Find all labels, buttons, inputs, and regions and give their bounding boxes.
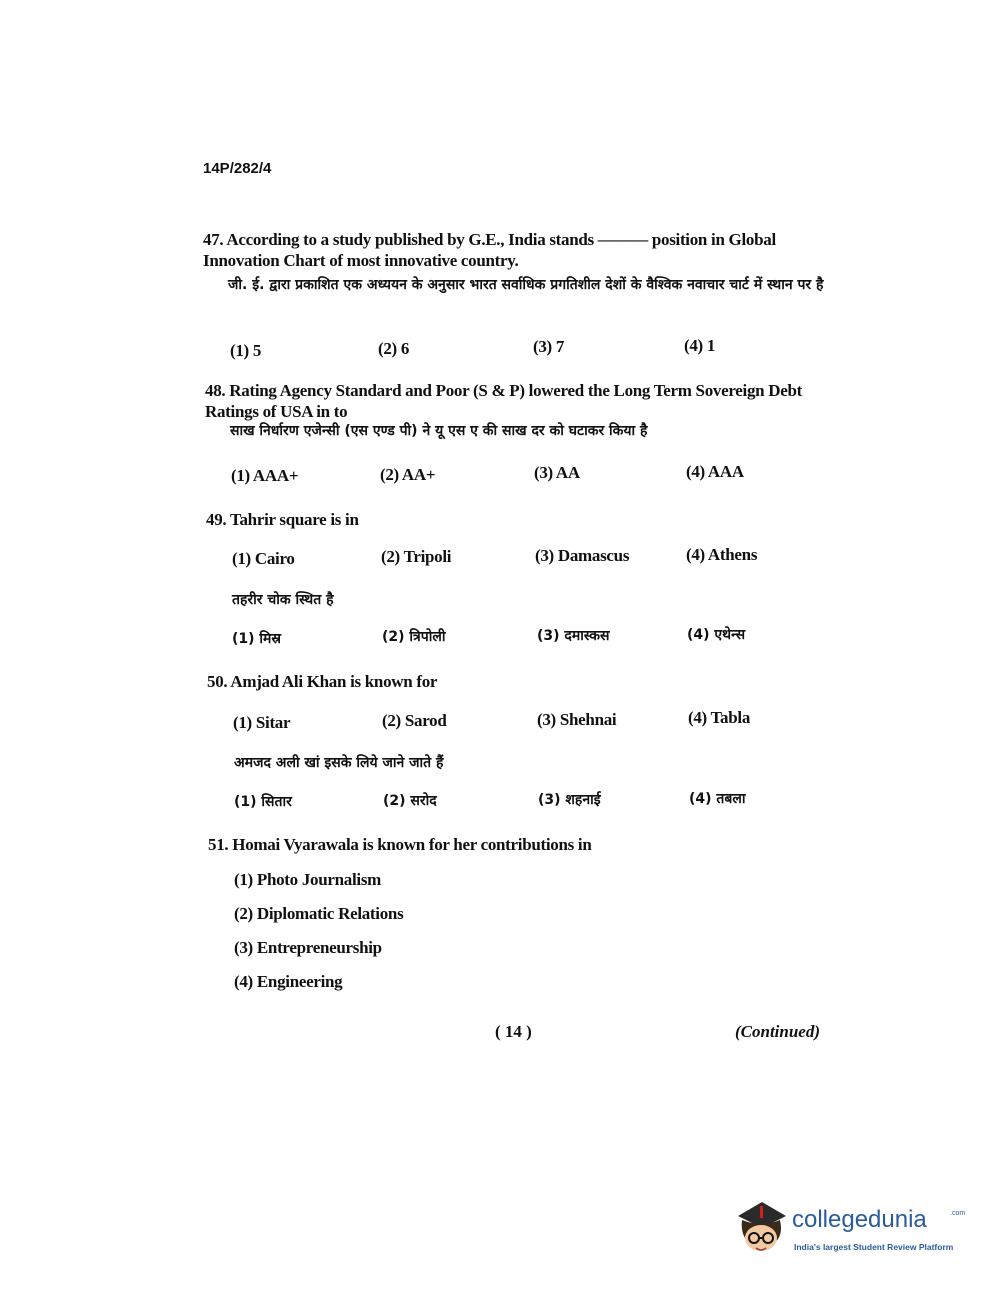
q51-option-4: (4) Engineering xyxy=(234,972,343,991)
q48-option-1: (1) AAA+ xyxy=(231,466,299,485)
question-48-hindi: साख निर्धारण एजेन्सी (एस एण्ड पी) ने यू एस ए की साख दर को घटाकर किया है xyxy=(230,423,648,439)
question-50-text: 50. Amjad Ali Khan is known for xyxy=(207,672,438,691)
continued-label: (Continued) xyxy=(735,1022,821,1041)
q49-option-4: (4) Athens xyxy=(686,545,758,564)
q49-option-2: (2) Tripoli xyxy=(381,547,452,566)
q49-option-3: (3) Damascus xyxy=(535,546,630,565)
q49-hindi-option-3: (3) दमास्कस xyxy=(537,628,610,644)
q49-hindi-option-1: (1) मिस्र xyxy=(232,631,282,647)
brand-tagline: India's largest Student Review Platform xyxy=(794,1242,954,1252)
q47-option-2: (2) 6 xyxy=(378,339,410,358)
q50-hindi-option-3: (3) शहनाई xyxy=(538,792,601,808)
q50-option-4: (4) Tabla xyxy=(688,708,751,727)
brand-watermark xyxy=(732,1198,966,1268)
q48-option-2: (2) AA+ xyxy=(380,465,436,484)
q47-option-3: (3) 7 xyxy=(533,337,565,356)
q47-option-1: (1) 5 xyxy=(230,341,262,360)
collegedunia-mascot-icon xyxy=(732,1198,790,1258)
q50-hindi-option-2: (2) सरोद xyxy=(383,793,437,809)
question-48-text: 48. Rating Agency Standard and Poor (S & P) lowered the Long Term Sovereign Debt Ratings of USA in to xyxy=(205,381,802,421)
q50-option-2: (2) Sarod xyxy=(382,711,447,730)
q49-option-1: (1) Cairo xyxy=(232,549,295,568)
q51-option-2: (2) Diplomatic Relations xyxy=(234,904,404,923)
q48-option-3: (3) AA xyxy=(534,463,580,482)
page-number: ( 14 ) xyxy=(495,1022,532,1041)
q51-option-1: (1) Photo Journalism xyxy=(234,870,382,889)
question-49-text: 49. Tahrir square is in xyxy=(206,510,359,529)
q51-option-3: (3) Entrepreneurship xyxy=(234,938,382,957)
question-47-text: 47. According to a study published by G.E., India stands ——— position in Global Innovation Chart of most innovative country. xyxy=(203,230,776,270)
question-49-hindi: तहरीर चोक स्थित है xyxy=(232,592,334,608)
question-50-hindi: अमजद अली खां इसके लिये जाने जाते हैं xyxy=(234,755,444,771)
paper-code: 14P/282/4 xyxy=(203,160,272,177)
q50-hindi-option-1: (1) सितार xyxy=(234,794,292,810)
q50-option-1: (1) Sitar xyxy=(233,713,291,732)
q49-hindi-option-2: (2) त्रिपोली xyxy=(382,629,446,645)
q49-hindi-option-4: (4) एथेन्स xyxy=(687,627,746,643)
question-47-hindi: जी. ई. द्वारा प्रकाशित एक अध्ययन के अनुसार भारत सर्वाधिक प्रगतिशील देशों के वैश्विक नवाचार चार्ट में स्थान पर है xyxy=(228,277,824,293)
brand-domain-suffix: .com xyxy=(950,1210,966,1217)
question-51-text: 51. Homai Vyarawala is known for her contributions in xyxy=(208,835,592,854)
q47-option-4: (4) 1 xyxy=(684,336,716,355)
q50-hindi-option-4: (4) तबला xyxy=(689,791,746,807)
q48-option-4: (4) AAA xyxy=(686,462,744,481)
brand-name: collegedunia xyxy=(792,1206,927,1233)
q50-option-3: (3) Shehnai xyxy=(537,710,617,729)
